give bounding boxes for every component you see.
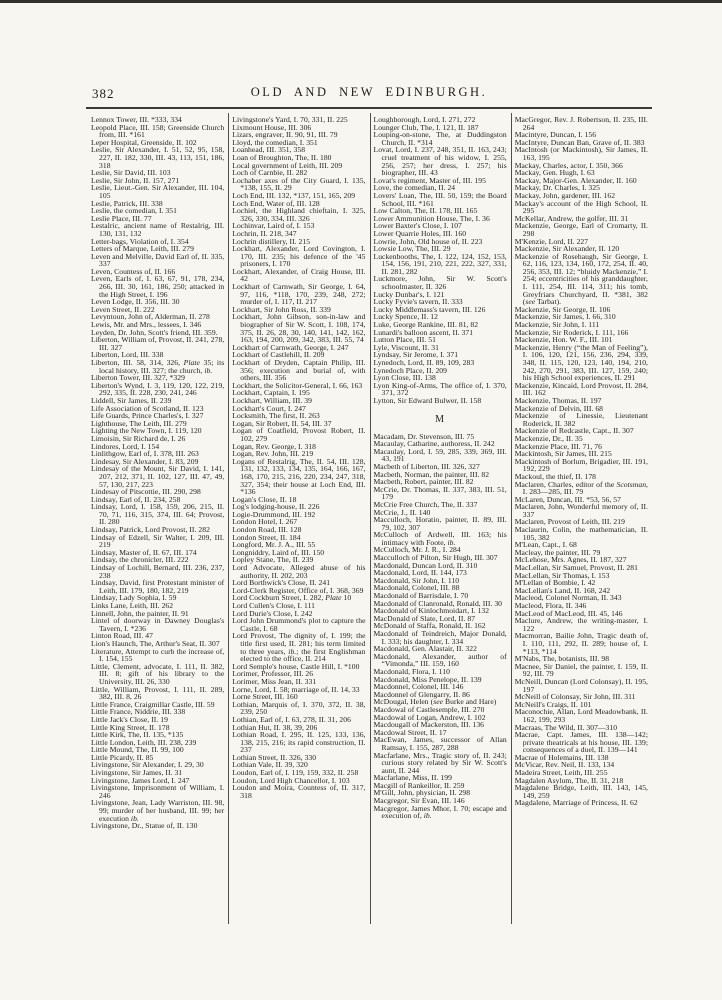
index-entry: Lockhart, Sir John Ross, II. 339 — [232, 304, 331, 314]
index-entry: Love, the comedian, II. 24 — [373, 183, 456, 193]
index-entry: McCulloch, Mr. J. R., I. 284 — [373, 545, 461, 555]
index-column — [88, 113, 228, 932]
index-entry: Mackay's account of the High School, II. 295 — [514, 198, 648, 216]
index-entry: Lixmount House, III. 306 — [232, 122, 312, 132]
index-entry: Maclaren, Charles, editor of the Scotsman, I. 283—285, III. 79 — [514, 479, 648, 497]
index-entry: Lucky Spence, II. 12 — [373, 312, 438, 322]
index-entry: Lochrin, II. 218, 347 — [232, 228, 297, 238]
scan-edge — [0, 0, 722, 3]
index-entry: Maclure, Andrew, the writing-master, I. 122 — [514, 616, 648, 633]
index-entry: Livingstone, Sir James, II. 31 — [91, 768, 183, 778]
index-entry: McNeill's Craigs, II. 101 — [514, 699, 592, 709]
index-entry: Livingstone, Imprisonment of William, I. 246 — [91, 783, 225, 800]
index-columns — [88, 113, 652, 932]
index-entry: Macculloch of Pilton, Sir Hugh, III. 307 — [373, 553, 498, 563]
index-entry: Lindsay of Lochill, Bernard, III. 236, 237, 238 — [91, 563, 225, 580]
index-entry: Macdonald of Barrisdale, I. 70 — [373, 591, 469, 601]
index-entry: Links Lane, Leith, III. 262 — [91, 601, 174, 610]
index-column — [229, 113, 369, 932]
index-entry: Lockhart of Castlehill, II. 209 — [232, 350, 325, 360]
index-entry: Lyndsay, Sir Jerome, I. 371 — [373, 350, 459, 360]
index-entry: Linton Road, III. 47 — [91, 631, 153, 641]
index-entry: McDougal, Helen (see Burke and Hare) — [373, 697, 497, 707]
index-entry: Mackenzie, Sir Alexander, II. 120 — [514, 244, 620, 254]
index-entry: MacEwan, James, successor of Allan Ramsay, I. 155, 287, 288 — [373, 735, 507, 752]
index-entry: Mackay, Dr. Charles, I. 325 — [514, 183, 600, 193]
index-entry: Loudon, Earl of, I. 119, 159, 332, II. 258 — [232, 768, 359, 778]
index-entry: Lyon King-of-Arms, The office of, I. 370, 371, 372 — [373, 380, 507, 398]
index-entry: Livingstone, Sir Alexander, I. 29, 30 — [91, 760, 204, 770]
index-entry: Literature, Attempt to curb the increase of, I. 154, 155 — [91, 646, 225, 664]
index-entry: Mackenzie Place, III. 71, 76 — [514, 441, 602, 451]
index-entry: MacDonald of Slate, Lord, II. 87 — [373, 613, 476, 623]
index-entry: Mackay, Charles, actor, I. 350, 366 — [514, 160, 623, 170]
index-entry: Lothian Street, II. 326, 330 — [232, 752, 317, 762]
index-entry: Lord Cullen's Close, I. 111 — [232, 601, 315, 610]
index-entry: Maclaurin, Colin, the mathematician, II. 105, 382 — [514, 525, 648, 542]
index-entry: Logan's Close, II. 18 — [232, 494, 297, 504]
index-entry: Macdougall of Mackerston, III. 136 — [373, 720, 485, 730]
index-entry: Lord Borthwick's Close, II. 241 — [232, 578, 331, 588]
index-entry: Macdonnel, Colonel, III. 146 — [373, 682, 464, 692]
index-entry: Macadam, Dr. Stevenson, III. 75 — [373, 431, 475, 441]
index-column — [371, 113, 511, 932]
index-entry: Macdonald, Colonel, III. 88 — [373, 583, 460, 593]
index-entry: Loudon and Moira, Countess of, II. 317, 318 — [232, 783, 366, 800]
index-entry: Mackenzie, Hon. W. F., III. 101 — [514, 335, 613, 345]
index-entry: Local government of Leith, III. 209 — [232, 160, 343, 170]
index-entry: Leslie Place, III. 77 — [91, 213, 152, 223]
index-entry: Low Calton, The, II. 178, III. 165 — [373, 206, 478, 216]
index-entry: MacLellan, Sir Samuel, Provost, II. 281 — [514, 563, 638, 573]
index-entry: MacLellan's Land, II. 168, 242 — [514, 585, 611, 595]
index-entry: Lockhart, Alexander, Lord Covington, I. 170, III. 235; his defence of the '45 prisoners, I. 170 — [232, 244, 366, 269]
index-entry: Lindesay of the Mount, Sir David, I. 141, 207, 212, 371, II. 102, 127, III. 47, 49, 57, 130, 217, 223 — [91, 464, 225, 489]
index-entry: Macdowal Street, II. 17 — [373, 727, 447, 737]
index-entry: Louping-on-stone, The, at Duddingston Church, II. *314 — [373, 130, 507, 147]
index-entry: Lynedoch Place, II. 209 — [373, 365, 447, 375]
index-entry: Lockhart of Carnwath, George, I. 247 — [232, 342, 349, 352]
index-entry: Lockhart, Captain, I. 195 — [232, 388, 310, 398]
index-entry: Macdonald of Clanronald, Ronald, III. 30 — [373, 598, 503, 608]
index-entry: Lochrin distillery, II. 215 — [232, 236, 311, 246]
index-entry: Leslie, Sir Alexander, I. 51, 52, 95, 158, 227, II. 182, 330, III. 43, 113, 151, 186, 318 — [91, 145, 225, 170]
index-entry: Lindsay of Edzell, Sir Walter, I. 209, III. 219 — [91, 532, 225, 550]
index-entry: Macdonald, Sir John, I. 110 — [373, 575, 460, 585]
index-entry: Lytton, Sir Edward Bulwer, II. 158 — [373, 395, 482, 405]
index-entry: Lizars, engraver, II. 90, 91, III. 79 — [232, 130, 338, 140]
index-entry: Lyon Close, III. 138 — [373, 373, 436, 383]
index-entry: Lockhart of Dryden, Captain Philip, III. 356; execution and burial of, with others, III. 356 — [232, 358, 366, 383]
index-entry: Logie-Drummond, III. 192 — [232, 509, 316, 519]
index-entry: Linnell, John, the painter, II. 91 — [91, 608, 189, 618]
index-entry: Lovat, Lord, I. 237, 248, 351, II. 163, 243; cruel treatment of his widow, I. 255, 256, 257; her dress, I. 257; his biographer, III. 43 — [373, 145, 507, 178]
index-entry: London Hotel, I. 267 — [232, 517, 298, 527]
index-entry: Lindsay, Lord, I. 158, 159, 206, 215, II. 70, 71, 116, 315, 374, III. 64; Provost, II. 280 — [91, 502, 225, 527]
index-entry: Macleod, Flora, II. 346 — [514, 601, 587, 610]
index-entry: Little France, Craigmillar Castle, III. 59 — [91, 699, 215, 709]
index-entry: Madeira Street, Leith, III. 255 — [514, 768, 608, 778]
index-entry: Longniddry, Laird of, III. 150 — [232, 547, 325, 557]
index-entry: Lindsay, Patrick, Lord Provost, II. 282 — [91, 525, 210, 535]
index-entry: MacIntyre, Duncan Ban, Grave of, II. 383 — [514, 137, 645, 147]
index-entry: Lloyd, the comedian, I. 351 — [232, 137, 318, 147]
index-entry: Leslie, Sir John, II. 157, 271 — [91, 175, 180, 185]
index-column — [512, 113, 652, 932]
index-entry: Mackintosh of Borlum, Brigadier, III. 191, 192, 229 — [514, 456, 648, 474]
index-entry: Locksmith, The first, II. 263 — [232, 411, 320, 421]
index-entry: McLehose, Mrs. Agnes, II. 187, 327 — [514, 555, 627, 565]
index-entry: Leven Lodge, II. 356, III. 30 — [91, 297, 180, 307]
index-entry: Macgregor, James Mhor, I. 70; escape and execution of, ib. — [373, 803, 507, 821]
index-entry: Life Association of Scotland, II. 123 — [91, 403, 204, 413]
index-entry: Mackenzie of Redcastle, Capt., II. 307 — [514, 426, 634, 436]
index-entry: Leslie, Sir David, III. 103 — [91, 168, 171, 178]
index-entry: Leopold Place, III. 158; Greenside Church from, III. *161 — [91, 122, 225, 140]
index-entry: MacGregor, Rev. J. Robertson, II. 235, III. 264 — [514, 115, 648, 132]
index-entry: Leven, Earls of, I. 63, 67, 91, 178, 234, 266, III. 30, 161, 186, 250; attacked in the High Street, I. 196 — [91, 274, 225, 299]
index-entry: Macdonald, Miss Penelope, II. 139 — [373, 674, 482, 684]
index-entry: Lunardi's balloon ascent, II. 371 — [373, 327, 474, 337]
index-entry: Mackenzie of Rosehaugh, Sir George, I. 62, 116, 123, 134, 160, 172, 254, II. 40, 256, 353, III. 12; “bluidy Mackenzie,” I. 254; eccentricities of his granddaughter, I. 111, 254, III. 114, 311; his tomb, Greyfriars Churchyard, II. *381, 382 (see Tarbat). — [514, 251, 648, 307]
running-title: OLD AND NEW EDINBURGH. — [250, 85, 488, 99]
index-entry: Macnee, Sir Daniel, the painter, I. 159, II. 92, III. 79 — [514, 661, 648, 679]
index-entry: Letter-bags, Violation of, I. 354 — [91, 236, 189, 246]
index-entry: McCrie, Dr. Thomas, II. 337, 383, III. 51, 179 — [373, 484, 507, 502]
index-entry: Lindsay, Master of, II. 67, III. 174 — [91, 547, 197, 557]
index-entry: Lestalric, ancient name of Restalrig, III. 130, 131, 132 — [91, 221, 225, 238]
index-entry: Lord Provost, The dignity of, I. 199; the title first used, II. 281; his term limited to three years, ib.; the first Englishman elected to the office, II. 214 — [232, 631, 366, 664]
index-entry: Little Mound, The, II. 99, 100 — [91, 745, 184, 755]
index-entry: Lothian, Marquis of, I. 370, 372, II. 38, 239, 250 — [232, 699, 366, 717]
index-entry: Loch End, Water of, III. 128 — [232, 198, 320, 208]
index-entry: MacLellan, Sir Thomas, I. 153 — [514, 570, 610, 580]
index-entry: Little, Clement, advocate, I. 111, II. 382, III. 8; gift of his library to the University, III. 26, 330 — [91, 661, 225, 686]
index-entry: MacLeod of MacLeod, III. 45, 146 — [514, 608, 623, 618]
index-entry: McCrie, J., II. 140 — [373, 507, 431, 517]
index-entry: Lorne Street, III. 160 — [232, 692, 298, 702]
index-entry: Lower Quarrie Holes, III. 160 — [373, 228, 467, 238]
index-entry: McLaren, Duncan, III. *53, 56, 57 — [514, 494, 621, 504]
index-entry: MacIntosh (or Mackintosh), Sir James, II. 163, 195 — [514, 145, 648, 162]
index-entry: Macdowal of Castlesemple, III. 270 — [373, 704, 485, 714]
index-entry: Loan of Broughton, The, II. 180 — [232, 152, 332, 162]
index-entry: McNeill of Colonsay, Sir John, III. 311 — [514, 692, 636, 702]
index-entry: Leven and Melville, David Earl of, II. 335, 337 — [91, 251, 225, 269]
index-entry: Longford, Mr. J. A., III. 55 — [232, 540, 316, 550]
index-entry: M'Gill, John, physician, II. 298 — [373, 788, 471, 798]
index-entry: Macgill of Rankeillor, II. 259 — [373, 780, 465, 790]
index-entry: Logan of Coatfield, Provost Robert, II. 102, 279 — [232, 426, 366, 443]
index-entry: Macculloch, Horatio, painter, II. 89, III. 79, 102, 307 — [373, 515, 507, 532]
index-entry: Lowsie Low, The, III. 29 — [373, 244, 451, 254]
index-entry: Life Guards, Prince Charles's, I. 327 — [91, 411, 204, 421]
index-entry: Lothian Vale, II. 39, 320 — [232, 760, 308, 770]
index-entry: Little Jack's Close, II. 19 — [91, 714, 168, 724]
index-entry: Loch End, III. 132, *137, 151, 165, 209 — [232, 190, 356, 200]
index-entry: Maclaren, John, Wonderful memory of, II. 337 — [514, 502, 648, 519]
index-entry: M'Lean, Capt., I. 68 — [514, 540, 577, 550]
page-number: 382 — [92, 86, 115, 101]
index-entry: Little London, Leith, III. 238, 239 — [91, 737, 197, 747]
index-entry: Mackenzie, Sir George, II. 106 — [514, 304, 611, 314]
index-entry: Mackintosh, Sir James, III. 215 — [514, 449, 612, 459]
index-entry: Lucky Dunbar's, I. 121 — [373, 289, 445, 299]
index-entry: Macbeth, Norman, the painter, III. 82 — [373, 469, 490, 479]
index-entry: McKellar, Andrew, the golfer, III. 31 — [514, 213, 629, 223]
index-entry: Mackenzie, Dr., II. 35 — [514, 433, 583, 443]
index-entry: Limoisin, Sir Richard de, I. 26 — [91, 433, 186, 443]
index-entry: Liddell, Sir James, II. 239 — [91, 395, 172, 405]
index-entry: Lochiel, the Highland chieftain, I. 325, 326, 330, 334, III. 326 — [232, 206, 366, 223]
index-entry: Macdonald, Alexander, author of “Vimonda,” III. 159, 160 — [373, 651, 507, 669]
index-entry: Lindesay of Pitscottie, III. 290, 298 — [91, 487, 201, 497]
index-entry: Macfarlane, Miss, II. 199 — [373, 773, 452, 783]
index-entry: Lindsay, the chronicler, III. 222 — [91, 555, 189, 565]
index-entry: Lounger Club, The, I. 121, II. 187 — [373, 122, 479, 132]
index-entry: Mackenzie of Linessie, Lieutenant Roderick, II. 382 — [514, 411, 648, 428]
index-entry: Lockhart, William, III. 39 — [232, 395, 312, 405]
index-entry: Logan, Rev. John, III. 219 — [232, 449, 314, 459]
index-entry: Macmorran, Bailie John, Tragic death of, I. 110, 111, 292, II. 289; house of, I. *113, *114 — [514, 631, 648, 656]
index-entry: Lion's Haunch, The, Arthur's Seat, II. 307 — [91, 638, 220, 648]
index-entry: Lord Advocate, Alleged abuse of his authority, II. 202, 203 — [232, 563, 366, 580]
index-entry: Mackenzie, Sir John, I. 111 — [514, 320, 600, 330]
index-entry: Macgregor, Sir Evan, III. 146 — [373, 796, 465, 806]
index-entry: Lorimer, Miss Jean, II. 331 — [232, 676, 317, 686]
index-entry: Little, William, Provost, I. 111, II. 289, 382, III. 8, 26 — [91, 684, 225, 702]
index-entry: Lindores, Lord, I. 154 — [91, 441, 160, 451]
index-entry: Livingstone, James Lord, I. 247 — [91, 775, 190, 785]
index-entry: Logans of Restalrig, The, II. 54, III. 128, 131, 132, 133, 134, 135, 164, 166, 167, 168, 170, 215, 216, 220, 234, 247, 318, 327, 354; their house at Loch End, III. *136 — [232, 456, 366, 497]
index-entry: Lochinvar, Laird of, I. 153 — [232, 221, 315, 231]
index-entry: Mackenzie, Henry (“the Man of Feeling”), I. 106, 120, 121, 156, 236, 294, 339, 348, II. 115, 120, 123, 140, 194, 210, 242, 270, 291, 383, III. 127, 159, 240; his High School experiences, II. 291 — [514, 342, 648, 383]
index-entry: Loughborough, Lord, I. 271, 272 — [373, 115, 476, 124]
index-entry: Livingstone, Dr., Statue of, II. 130 — [91, 821, 198, 831]
index-entry: Magdalen Asylum, The, II. 31, 218 — [514, 775, 624, 785]
index-entry: Mackenzie of Delvin, III. 68 — [514, 403, 604, 413]
index-entry: Lewis, Mr. and Mrs., lessees, I. 346 — [91, 320, 202, 330]
index-entry: Macintyre, Duncan, I. 156 — [514, 130, 597, 140]
index-entry: Mackay, Gen. Hugh, I. 63 — [514, 168, 595, 178]
index-entry: Lindsay, Earl of, II. 234, 258 — [91, 494, 181, 504]
index-entry: Lockhart's Court, I. 247 — [232, 403, 306, 413]
index-entry: Lovat's regiment, Master of, III. 195 — [373, 175, 486, 185]
index-entry: Mackenzie, Kincaid, Lord Provost, II. 284, III. 162 — [514, 380, 648, 398]
index-entry: Macdonnel of Glengarry, II. 86 — [373, 689, 470, 699]
index-entry: Lyle, Viscount, II. 31 — [373, 342, 439, 352]
index-entry: Lockhart, Alexander, of Craig House, III. 42 — [232, 266, 366, 284]
index-entry: Macbeth, Robert, painter, III. 82 — [373, 477, 474, 487]
index-entry: Mackenzie, George, Earl of Cromarty, II. 298 — [514, 221, 648, 238]
index-entry: Lennox Tower, III. *333, 334 — [91, 115, 182, 124]
index-entry: Maclaren, Provost of Leith, III. 219 — [514, 517, 625, 527]
index-entry: Lintel of doorway in Dawney Douglas's Tavern, I. *236 — [91, 616, 225, 633]
index-entry: London Road, III. 128 — [232, 525, 302, 535]
index-entry: Lindsay, Lady Sophia, I. 59 — [91, 593, 177, 603]
index-entry: Lorimer, Professor, III. 26 — [232, 669, 314, 679]
index-entry: Lord John Drummond's plot to capture the Castle, I. 68 — [232, 616, 366, 633]
index-entry: Little France, Niddrie, III. 338 — [91, 707, 186, 717]
index-entry: Luckmore, John, Sir W. Scott's schoolmaster, II. 326 — [373, 274, 507, 292]
index-entry: Macdonald of Kinlochmoidart, I. 132 — [373, 606, 490, 616]
index-entry: Liberton Tower, III. 327, *329 — [91, 373, 185, 383]
index-entry: Magdalene, Marriage of Princess, II. 62 — [514, 798, 638, 808]
index-entry: Lutton Place, III. 51 — [373, 335, 436, 345]
index-entry: Lord-Clerk Register, Office of, I. 368, 369 — [232, 585, 364, 595]
index-entry: McCulloch of Ardwell, III. 163; his intimacy with Foote, ib. — [373, 530, 507, 547]
index-entry: Macdonald, Lord, II. 144, 173 — [373, 568, 467, 578]
index-entry: Lochaber axes of the City Guard, I. 135, *138, 155, II. 29 — [232, 175, 366, 193]
index-entry: Lucky Middlemass's tavern, III. 126 — [373, 304, 486, 314]
index-entry: Magdalene Bridge, Leith, III. 143, 145, 149, 259 — [514, 783, 648, 800]
index-entry: Loch of Carnbie, II. 282 — [232, 168, 308, 178]
index-entry: Macrae of Holemains, III. 138 — [514, 752, 609, 762]
index-entry: Luke, George Rankine, III. 81, 82 — [373, 320, 479, 330]
index-entry: M'Kenzie, Lord, II. 227 — [514, 236, 589, 246]
index-entry: Leslie, Lieut.-Gen. Sir Alexander, III. 104, 105 — [91, 183, 225, 200]
index-entry: Lighting the New Town, I. 119, 120 — [91, 426, 202, 436]
index-entry: Livingstone, Jean, Lady Warriston, III. 98, 99; murder of her husband, III. 99; her execution ib. — [91, 798, 225, 823]
index-entry: Lopley Stane, The, II. 239 — [232, 555, 314, 565]
index-entry: Lord Semple's house, Castle Hill, I. *100 — [232, 661, 360, 671]
index-entry: Mackenzie, Sir Roderick, I. 111, 166 — [514, 327, 629, 337]
index-entry: Mackoul, the thief, II. 178 — [514, 471, 597, 481]
index-entry: Macleod, Colonel Norman, II. 343 — [514, 593, 622, 603]
index-entry: Macaulay, Lord, I. 59, 285, 339, 369, III. 43, 191 — [373, 446, 507, 464]
index-entry: McDonald of Staffa, Ronald, II. 162 — [373, 621, 486, 631]
index-entry: Luckenbooths, The, I. 122, 124, 152, 153, 154, 156, 191, 210, 221, 222, 327, 331, II. 281, 282 — [373, 251, 507, 276]
index-entry: London Street, II. 184 — [232, 532, 301, 542]
index-entry: Lower Ammunition House, The, I. 36 — [373, 213, 490, 223]
index-entry: Liberton's Wynd, I. 3, 119, 120, 122, 219, 292, 335, II. 228, 230, 241, 246 — [91, 380, 225, 398]
index-entry: Lockhart, the Solicitor-General, I. 66, 163 — [232, 380, 363, 390]
index-entry: Lockhart of Carnwath, Sir George, I. 64, 97, 116, *118, 170, 239, 248, 272; murder of, I. 117, II. 217 — [232, 282, 366, 307]
index-entry: Leslie, Patrick, III. 338 — [91, 198, 163, 208]
index-entry: Lighthouse, The Leith, III. 279 — [91, 418, 187, 428]
index-entry: Macrae, Capt. James, III. 138—142; private theatricals at his house, III. 139; consequences of a duel, II. 139—141 — [514, 730, 648, 755]
index-entry: M'Lellan of Bombie, I. 42 — [514, 578, 596, 588]
index-entry: Logan, Rev. George, I. 318 — [232, 441, 317, 451]
index-entry: Lovers' Loan, The, III. 50, 159; the Board School, III. *161 — [373, 190, 507, 208]
index-entry: Lynedoch, Lord, II. 89, 109, 283 — [373, 358, 475, 367]
index-entry: Mackay, John, gardener, III. 162 — [514, 190, 616, 200]
index-entry: Logan, Sir Robert, II. 54, III. 37 — [232, 418, 332, 428]
index-entry: Little Kirk, The, II. 135, *135 — [91, 730, 184, 740]
index-entry: Macraas, The Wild, II. 307—310 — [514, 722, 618, 732]
index-entry: Macdonald of Teindreich, Major Donald, I. 333; his daughter, I. 334 — [373, 629, 507, 646]
index-entry: Leven Street, II. 222 — [91, 304, 155, 314]
index-entry: Macdonald, Duncan Lord, II. 310 — [373, 560, 478, 570]
index-entry: Liberton, Lord, III. 338 — [91, 350, 164, 360]
index-entry: Letters of Marque, Leith, III. 279 — [91, 244, 194, 254]
section-heading: M — [435, 413, 446, 425]
index-entry: Lord Cockburn Street, I. 282, Plate 10 — [232, 593, 352, 603]
index-entry: Lothian Road, I. 295, II. 125, 133, 136, 138, 215, 216; its rapid construction, II. 237 — [232, 730, 366, 755]
index-entry: Macdonald, Gen. Alastair, II. 322 — [373, 644, 477, 654]
index-entry: Loanhead, III. 351, 358 — [232, 145, 306, 155]
index-entry: M'Nabs, The, botanists, III. 98 — [514, 654, 610, 664]
index-entry: Leper Hospital, Greenside, II. 102 — [91, 137, 197, 147]
index-entry: Livingstone's Yard, I. 70, 331, II. 225 — [232, 115, 348, 124]
index-entry: Lindesay, Sir Alexander, I. 83, 209 — [91, 456, 199, 466]
index-entry: Loudon, Lord High Chancellor, I. 103 — [232, 775, 350, 785]
index-entry: Leyden, Dr. John, Scott's friend, III. 359. — [91, 327, 218, 337]
header-rule — [86, 107, 652, 109]
index-entry: Macleay, the painter, III. 79 — [514, 547, 601, 557]
index-entry: Lindsay, David, first Protestant minister of Leith, III. 179, 180, 182, 219 — [91, 578, 225, 595]
index-entry: Levyntoun, John of, Alderman, II. 278 — [91, 312, 210, 322]
index-entry: Maconochie, Allan, Lord Meadowbank, II. 162, 199, 293 — [514, 707, 648, 724]
index-entry: Lorne, Lord, I. 58; marriage of, II. 14, 33 — [232, 684, 360, 694]
index-entry: Linlithgow, Earl of, I. 378, III. 263 — [91, 449, 199, 459]
index-entry: Lowrie, John, Old house of, II. 223 — [373, 236, 483, 246]
index-entry: Macdowal of Logan, Andrew, I. 102 — [373, 712, 486, 722]
index-entry: Leslie, the comedian, I. 351 — [91, 206, 177, 216]
index-entry: Leven, Countess of, II. 166 — [91, 266, 176, 276]
index-entry: Macbeth of Liberton, III. 326, 327 — [373, 461, 480, 471]
index-entry: Mackenzie, Thomas, II. 197 — [514, 395, 602, 405]
index-entry: Liberton, William of, Provost, II. 241, 278, III. 327 — [91, 335, 225, 352]
index-entry: Lucky Fyvie's tavern, II. 333 — [373, 297, 463, 307]
index-entry: Macaulay, Catharine, authoress, II. 242 — [373, 439, 495, 449]
index-entry: Little King Street, II. 178 — [91, 722, 170, 732]
index-entry: McVicar, Rev. Neil, II. 133, 134 — [514, 760, 615, 770]
index-entry: McCrie Free Church, The, II. 337 — [373, 499, 478, 509]
index-entry: Macfarlane, Mrs., Tragic story of, II. 243; curious story related by Sir W. Scott's aunt, II. 244 — [373, 750, 507, 775]
index-entry: Lower Baxter's Close, I. 107 — [373, 221, 462, 231]
page-header — [88, 83, 650, 105]
index-entry: Liberton, III. 58, 314, 326, Plate 35; its local history, III. 327; the church, ib. — [91, 358, 225, 375]
index-entry: Lord Durie's Close, I. 242 — [232, 608, 313, 618]
index-entry: Lockhart, John Gibson, son-in-law and biographer of Sir W. Scott, I. 108, 174, 375, II. 26, 28, 30, 140, 141, 142, 162, 163, 194, 200, 209, 342, 383, III. 55, 74 — [232, 312, 366, 345]
index-entry: Mackay, Major-Gen. Alexander, II. 160 — [514, 175, 637, 185]
index-entry: McNeill, Duncan (Lord Colonsay), II. 195, 197 — [514, 676, 648, 694]
index-entry: Macdonald, Flora, I. 110 — [373, 666, 450, 676]
index-entry: Mackenzie, Sir James, I. 66, 310 — [514, 312, 616, 322]
index-entry: Log's lodging-house, II. 226 — [232, 502, 320, 512]
index-entry: Lothian, Earl of, I. 63, 278, II. 31, 206 — [232, 714, 351, 724]
index-entry: Lothian Hut, II. 38, 39, 206 — [232, 722, 318, 732]
index-entry: Little Picardy, II. 85 — [91, 752, 154, 762]
